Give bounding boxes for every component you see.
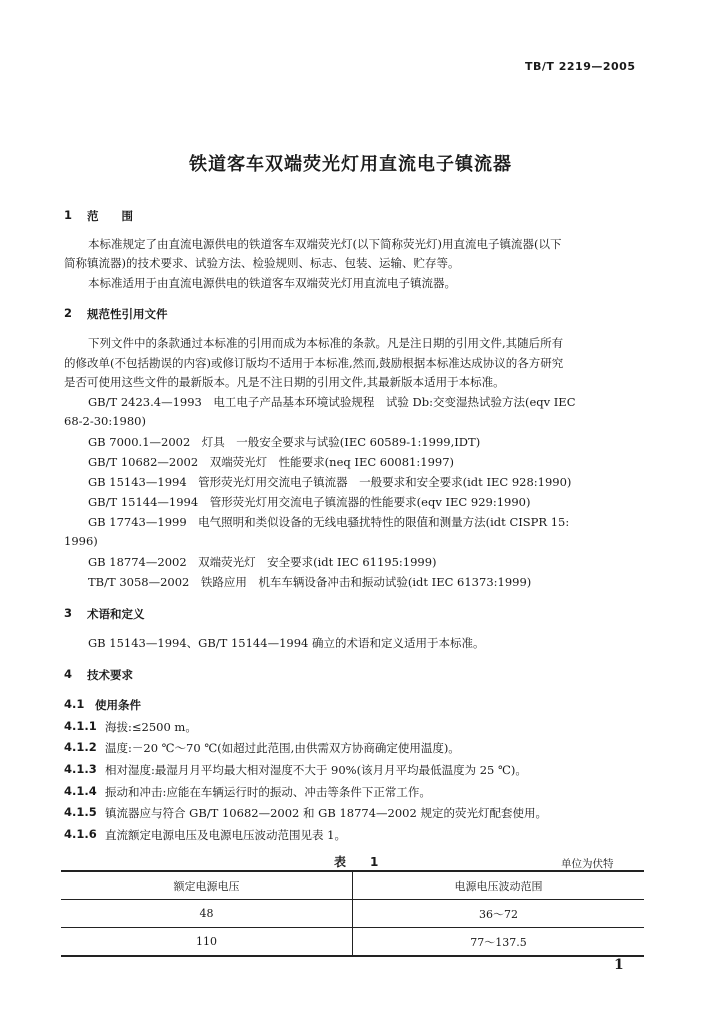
standard-number: TB/T 2219—2005: [525, 60, 636, 73]
section-1-heading: 范 围: [87, 209, 133, 223]
page-number: 1: [614, 957, 624, 973]
table-header-row: [61, 871, 644, 900]
table-cell: 77～137.5: [470, 935, 527, 949]
section-3-heading: 术语和定义: [87, 607, 145, 621]
section-1-para-2: 本标准适用于由直流电源供电的铁道客车双端荧光灯用直流电子镇流器。: [88, 276, 456, 290]
reference-6-line-1: GB 17743—1999 电气照明和类似设备的无线电骚扰特性的限值和测量方法(idt CISPR 15:: [88, 515, 570, 529]
clause-4-1-5-number: 4.1.5: [64, 805, 97, 819]
clause-4-1-4-number: 4.1.4: [64, 784, 97, 798]
clause-4-1-1-number: 4.1.1: [64, 719, 97, 733]
table-cell: 36～72: [353, 900, 645, 928]
page-title: 铁道客车双端荧光灯用直流电子镇流器: [189, 154, 512, 175]
section-2-intro-line-1: 下列文件中的条款通过本标准的引用而成为本标准的条款。凡是注日期的引用文件,其随后所有: [88, 336, 564, 350]
section-1-number: 1: [64, 208, 73, 222]
clause-4-1-heading: 使用条件: [95, 698, 141, 712]
clause-4-1-6-number: 4.1.6: [64, 827, 97, 841]
section-3-number: 3: [64, 606, 73, 620]
clause-4-1-2-text: 温度:－20 ℃～70 ℃(如超过此范围,由供需双方协商确定使用温度)。: [105, 741, 460, 755]
reference-8: TB/T 3058—2002 铁路应用 机车车辆设备冲击和振动试验(idt IEC 61373:1999): [88, 575, 532, 589]
reference-3: GB/T 10682—2002 双端荧光灯 性能要求(neq IEC 60081:1997): [88, 455, 455, 469]
section-4-heading: 技术要求: [87, 668, 133, 682]
reference-7: GB 18774—2002 双端荧光灯 安全要求(idt IEC 61195:1999): [88, 555, 437, 569]
clause-4-1-4-text: 振动和冲击:应能在车辆运行时的振动、冲击等条件下正常工作。: [105, 785, 431, 799]
clause-4-1-3-text: 相对湿度:最湿月月平均最大相对湿度不大于 90%(该月月平均最低温度为 25 ℃)。: [105, 763, 527, 777]
clause-4-1-number: 4.1: [64, 697, 85, 711]
section-1-para-1-line-1: 本标准规定了由直流电源供电的铁道客车双端荧光灯(以下简称荧光灯)用直流电子镇流器(以下: [88, 237, 562, 251]
clause-4-1-1-text: 海拔:≤2500 m。: [105, 720, 197, 734]
section-2-number: 2: [64, 306, 73, 320]
section-3-para: GB 15143—1994、GB/T 15144—1994 确立的术语和定义适用于本标准。: [88, 636, 485, 650]
clause-4-1-6-text: 直流额定电源电压及电源电压波动范围见表 1。: [105, 828, 346, 842]
section-2-heading: 规范性引用文件: [87, 307, 168, 321]
reference-1-line-1: GB/T 2423.4—1993 电工电子产品基本环境试验规程 试验 Db:交变湿热试验方法(eqv IEC: [88, 395, 576, 409]
table-row: [61, 900, 644, 928]
clause-4-1-3-number: 4.1.3: [64, 762, 97, 776]
table-cell: 110: [61, 928, 353, 957]
section-2-intro-line-2: 的修改单(不包括勘误的内容)或修订版均不适用于本标准,然而,鼓励根据本标准达成协议的各方研究: [64, 356, 564, 370]
section-1-para-1-line-2: 简称镇流器)的技术要求、试验方法、检验规则、标志、包装、运输、贮存等。: [64, 256, 460, 270]
reference-4: GB 15143—1994 管形荧光灯用交流电子镇流器 一般要求和安全要求(idt IEC 928:1990): [88, 475, 572, 489]
section-2-intro-line-3: 是否可使用这些文件的最新版本。凡是不注日期的引用文件,其最新版本适用于本标准。: [64, 375, 505, 389]
reference-1-line-2: 68-2-30:1980): [64, 414, 146, 428]
table-row: [61, 928, 644, 957]
table-unit: 单位为伏特: [561, 858, 614, 870]
clause-4-1-5-text: 镇流器应与符合 GB/T 10682—2002 和 GB 18774—2002 规定的荧光灯配套使用。: [105, 806, 547, 820]
table-cell: 48: [61, 900, 353, 928]
table-header-cell: 电源电压波动范围: [353, 871, 645, 900]
reference-2: GB 7000.1—2002 灯具 一般安全要求与试验(IEC 60589-1:1999,IDT): [88, 435, 481, 449]
table-header-cell: 额定电源电压: [61, 871, 353, 900]
reference-5: GB/T 15144—1994 管形荧光灯用交流电子镇流器的性能要求(eqv IEC 929:1990): [88, 495, 531, 509]
table-caption: 表 1: [334, 855, 385, 869]
voltage-table: [61, 870, 644, 957]
section-4-number: 4: [64, 667, 73, 681]
reference-6-line-2: 1996): [64, 534, 98, 548]
clause-4-1-2-number: 4.1.2: [64, 740, 97, 754]
